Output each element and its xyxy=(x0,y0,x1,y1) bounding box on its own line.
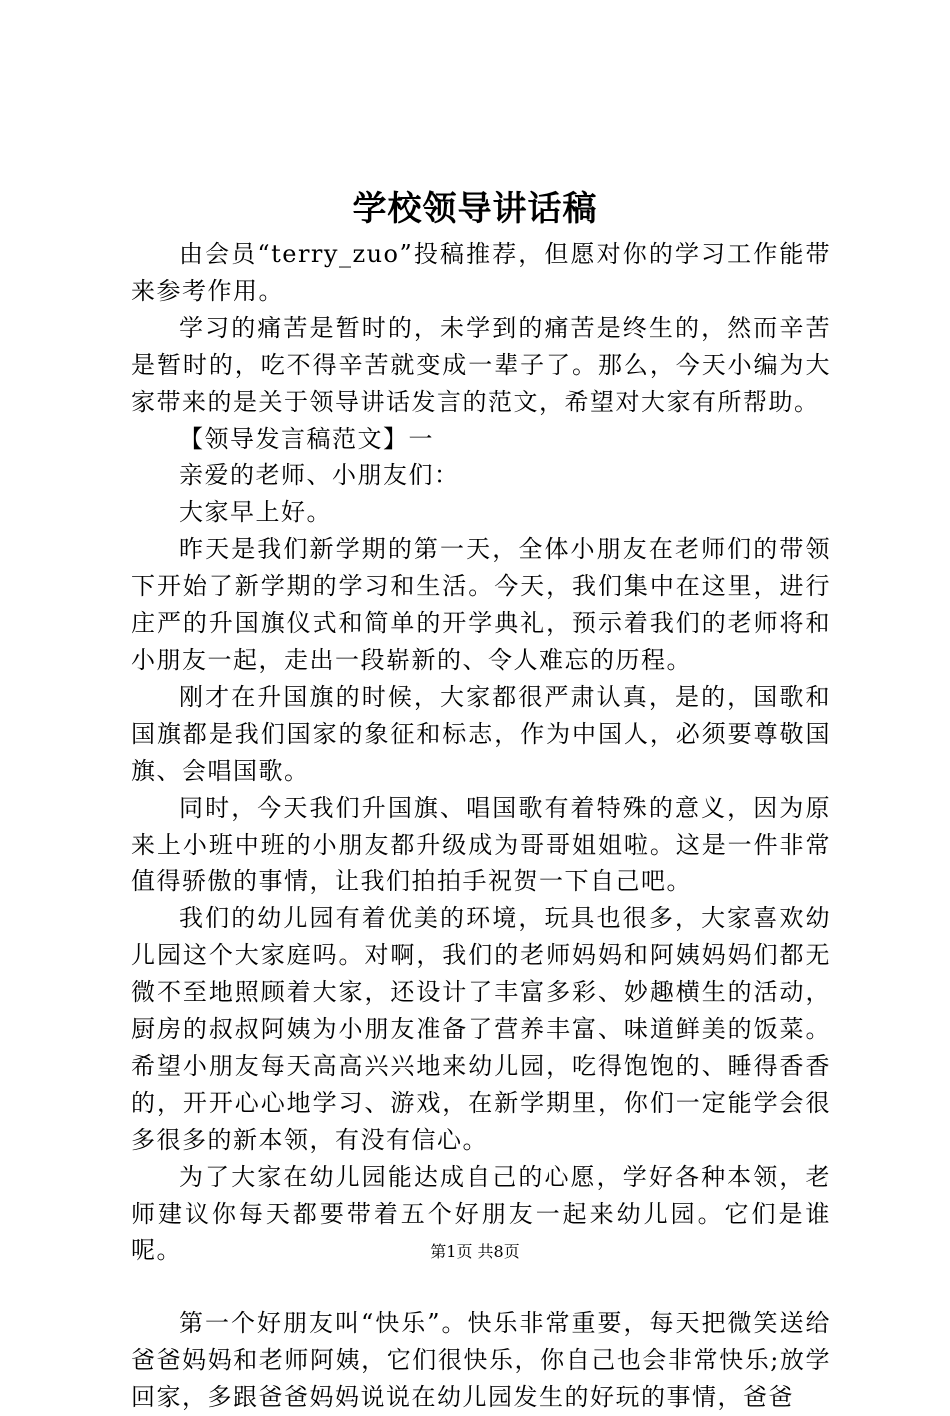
paragraph-salutation: 亲爱的老师、小朋友们： xyxy=(179,461,460,490)
paragraph-greeting: 大家早上好。 xyxy=(179,498,332,527)
paragraph-body: 刚才在升国旗的时候，大家都很严肃认真，是的，国歌和国旗都是我们国家的象征和标志，作为中国人，必须要尊敬国旗、会唱国歌。 xyxy=(131,682,831,785)
page-indicator: 第1页 共8页 xyxy=(430,1242,520,1261)
paragraph-heading: 【领导发言稿范文】一 xyxy=(179,424,434,453)
paragraph-preface: 学习的痛苦是暂时的，未学到的痛苦是终生的，然而辛苦是暂时的，吃不得辛苦就变成一辈子了。那么，今天小编为大家带来的是关于领导讲话发言的范文，希望对大家有所帮助。 xyxy=(131,313,831,416)
document-title: 学校领导讲话稿 xyxy=(352,189,598,229)
paragraph-body: 同时，今天我们升国旗、唱国歌有着特殊的意义，因为原来上小班中班的小朋友都升级成为哥哥姐姐啦。这是一件非常值得骄傲的事情，让我们拍拍手祝贺一下自己吧。 xyxy=(131,793,831,896)
paragraph-body: 我们的幼儿园有着优美的环境，玩具也很多，大家喜欢幼儿园这个大家庭吗。对啊，我们的老师妈妈和阿姨妈妈们都无微不至地照顾着大家，还设计了丰富多彩、妙趣横生的活动，厨房的叔叔阿姨为小朋友准备了营养丰富、味道鲜美的饭菜。希望小朋友每天高高兴兴地来幼儿园，吃得饱饱的、睡得香香的，开开心心地学习、游戏，在新学期里，你们一定能学会很多很多的新本领，有没有信心。 xyxy=(131,904,831,1154)
paragraph-intro: 由会员“terry_zuo”投稿推荐，但愿对你的学习工作能带来参考作用。 xyxy=(131,240,831,305)
document-body xyxy=(131,236,831,1416)
paragraph-body: 昨天是我们新学期的第一天，全体小朋友在老师们的带领下开始了新学期的学习和生活。今天，我们集中在这里，进行庄严的升国旗仪式和简单的开学典礼，预示着我们的老师将和小朋友一起，走出一段崭新的、令人难忘的历程。 xyxy=(131,535,831,674)
paragraph-body: 第一个好朋友叫“快乐”。快乐非常重要，每天把微笑送给爸爸妈妈和老师阿姨，它们很快乐，你自己也会非常快乐;放学回家，多跟爸爸妈妈说说在幼儿园发生的好玩的事情，爸爸 xyxy=(131,1309,831,1412)
paragraph-body: 为了大家在幼儿园能达成自己的心愿，学好各种本领，老师建议你每天都要带着五个好朋友一起来幼儿园。它们是谁呢。 xyxy=(131,1162,831,1265)
